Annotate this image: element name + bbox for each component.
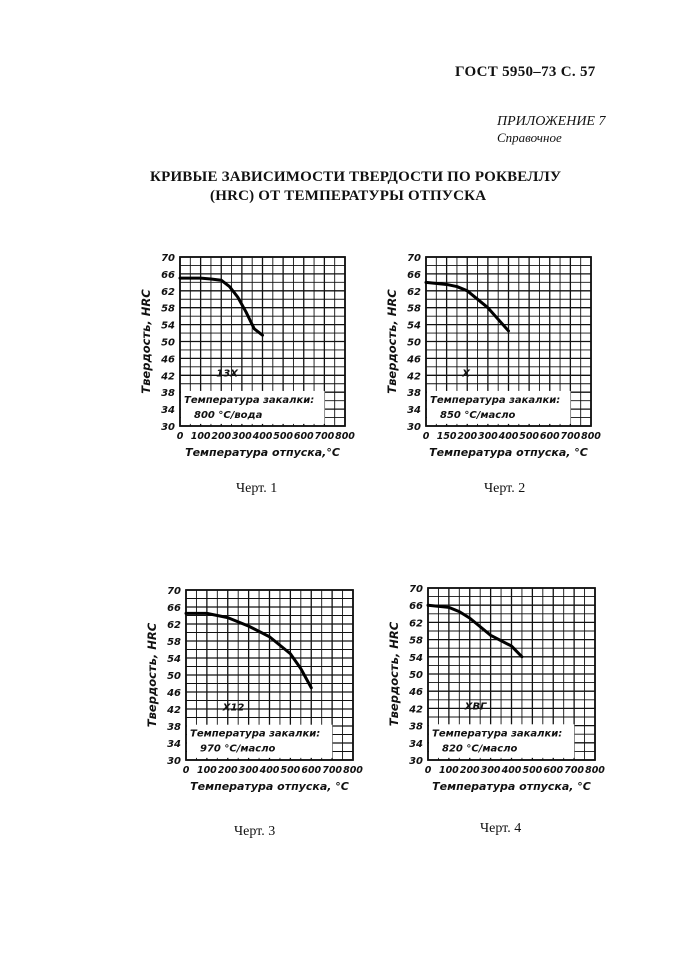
chart-4 — [387, 584, 605, 793]
appendix-label: ПРИЛОЖЕНИЕ 7 — [497, 114, 606, 129]
quench-medium-value: 800 °С/вода — [194, 409, 263, 421]
y-tick-label: 66 — [167, 603, 181, 614]
y-tick-label: 42 — [167, 705, 181, 716]
x-tick-label: 400 — [252, 431, 273, 442]
y-tick-label: 62 — [167, 620, 181, 631]
y-tick-label: 62 — [161, 286, 175, 298]
x-tick-label: 0 — [182, 765, 190, 776]
y-tick-label: 66 — [407, 269, 421, 281]
x-tick-label: 700 — [314, 431, 335, 442]
y-tick-label: 50 — [161, 337, 175, 349]
y-tick-label: 58 — [407, 303, 421, 315]
y-tick-label: 50 — [167, 671, 181, 682]
x-axis-title: Температура отпуска,°С — [185, 446, 340, 459]
y-tick-label: 42 — [161, 371, 175, 383]
chart-4-caption: Черт. 4 — [480, 821, 522, 836]
x-tick-label: 200 — [217, 765, 238, 776]
y-tick-label: 34 — [161, 405, 175, 417]
y-tick-label: 34 — [407, 405, 421, 417]
x-axis-title: Температура отпуска, °С — [190, 780, 349, 793]
y-axis-title: Твердость, HRC — [387, 621, 401, 727]
y-tick-label: 70 — [409, 584, 423, 595]
x-tick-label: 600 — [293, 431, 314, 442]
chart-3 — [145, 586, 363, 793]
x-tick-label: 100 — [196, 765, 217, 776]
x-tick-label: 100 — [190, 431, 211, 442]
y-tick-label: 58 — [167, 637, 181, 648]
chart-3-caption: Черт. 3 — [234, 824, 276, 839]
y-tick-label: 54 — [409, 652, 423, 664]
chart-2-caption: Черт. 2 — [484, 481, 526, 496]
x-tick-label: 700 — [322, 765, 343, 776]
appendix-type-label: Справочное — [497, 130, 562, 145]
page-number-header: ГОСТ 5950–73 С. 57 — [455, 64, 596, 80]
x-tick-label: 500 — [280, 765, 301, 776]
x-tick-label: 0 — [424, 765, 432, 776]
y-tick-label: 46 — [161, 354, 175, 366]
y-tick-label: 38 — [167, 722, 181, 733]
steel-grade-label: X — [462, 368, 471, 380]
x-tick-label: 150 — [436, 431, 457, 442]
y-axis-title: Твердость, HRC — [385, 289, 399, 394]
y-tick-label: 38 — [161, 388, 175, 400]
y-tick-label: 46 — [407, 354, 421, 366]
x-tick-label: 600 — [301, 765, 322, 776]
quench-medium-value: 850 °С/масло — [440, 409, 516, 421]
x-tick-label: 300 — [477, 431, 498, 442]
x-tick-label: 200 — [457, 431, 478, 442]
y-tick-label: 54 — [161, 320, 175, 332]
y-tick-label: 30 — [409, 756, 423, 767]
y-tick-label: 58 — [161, 303, 175, 315]
quench-temperature-label: Температура закалки: — [184, 394, 315, 406]
x-tick-label: 500 — [519, 431, 540, 442]
x-tick-label: 100 — [438, 765, 459, 776]
chart-1 — [139, 253, 355, 459]
y-axis-title: Твердость, HRC — [145, 622, 159, 728]
x-tick-label: 0 — [422, 431, 430, 442]
y-tick-label: 38 — [409, 721, 423, 733]
y-tick-label: 30 — [407, 422, 421, 433]
y-tick-label: 54 — [167, 654, 181, 665]
quench-temperature-label: Температура закалки: — [432, 728, 563, 740]
steel-grade-label: X12 — [222, 702, 245, 714]
y-tick-label: 62 — [407, 286, 421, 298]
document-title-line2: (HRC) ОТ ТЕМПЕРАТУРЫ ОТПУСКА — [210, 188, 487, 204]
chart-1-caption: Черт. 1 — [236, 481, 278, 496]
x-tick-label: 400 — [498, 431, 519, 442]
y-tick-label: 42 — [407, 371, 421, 383]
x-tick-label: 800 — [335, 431, 355, 442]
x-tick-label: 400 — [501, 765, 522, 776]
x-tick-label: 500 — [522, 765, 543, 776]
quench-medium-value: 970 °С/масло — [200, 743, 276, 755]
y-tick-label: 70 — [167, 586, 181, 597]
y-tick-label: 46 — [409, 687, 423, 699]
x-tick-label: 800 — [343, 765, 363, 776]
x-tick-label: 800 — [585, 765, 605, 776]
y-tick-label: 66 — [161, 269, 175, 281]
y-tick-label: 50 — [407, 337, 421, 349]
quench-medium-value: 820 °С/масло — [442, 743, 518, 755]
x-tick-label: 700 — [564, 765, 585, 776]
x-tick-label: 200 — [459, 765, 480, 776]
x-tick-label: 600 — [539, 431, 560, 442]
steel-grade-label: 13X — [216, 368, 238, 380]
y-tick-label: 38 — [407, 388, 421, 400]
y-tick-label: 34 — [167, 739, 181, 750]
x-tick-label: 300 — [238, 765, 259, 776]
y-tick-label: 62 — [409, 618, 423, 630]
y-tick-label: 42 — [409, 704, 423, 716]
x-tick-label: 400 — [259, 765, 280, 776]
y-tick-label: 66 — [409, 601, 423, 613]
y-tick-label: 30 — [161, 422, 175, 433]
x-tick-label: 700 — [560, 431, 581, 442]
y-tick-label: 30 — [167, 756, 181, 767]
x-axis-title: Температура отпуска, °С — [432, 780, 591, 793]
x-tick-label: 600 — [543, 765, 564, 776]
y-tick-label: 58 — [409, 635, 423, 647]
y-tick-label: 46 — [167, 688, 181, 699]
x-tick-label: 800 — [581, 431, 601, 442]
quench-temperature-label: Температура закалки: — [190, 728, 321, 740]
steel-grade-label: ХВГ — [464, 701, 487, 713]
document-title-line1: КРИВЫЕ ЗАВИСИМОСТИ ТВЕРДОСТИ ПО РОКВЕЛЛУ — [150, 169, 562, 185]
x-tick-label: 500 — [273, 431, 294, 442]
quench-temperature-label: Температура закалки: — [430, 394, 561, 406]
y-axis-title: Твердость, HRC — [139, 289, 153, 394]
y-tick-label: 70 — [161, 253, 175, 264]
x-tick-label: 300 — [231, 431, 252, 442]
x-tick-label: 300 — [480, 765, 501, 776]
chart-2 — [385, 253, 601, 459]
y-tick-label: 70 — [407, 253, 421, 264]
x-tick-label: 200 — [211, 431, 232, 442]
y-tick-label: 50 — [409, 670, 423, 681]
y-tick-label: 34 — [409, 738, 423, 750]
y-tick-label: 54 — [407, 320, 421, 332]
x-tick-label: 0 — [176, 431, 184, 442]
x-axis-title: Температура отпуска, °С — [429, 446, 588, 459]
